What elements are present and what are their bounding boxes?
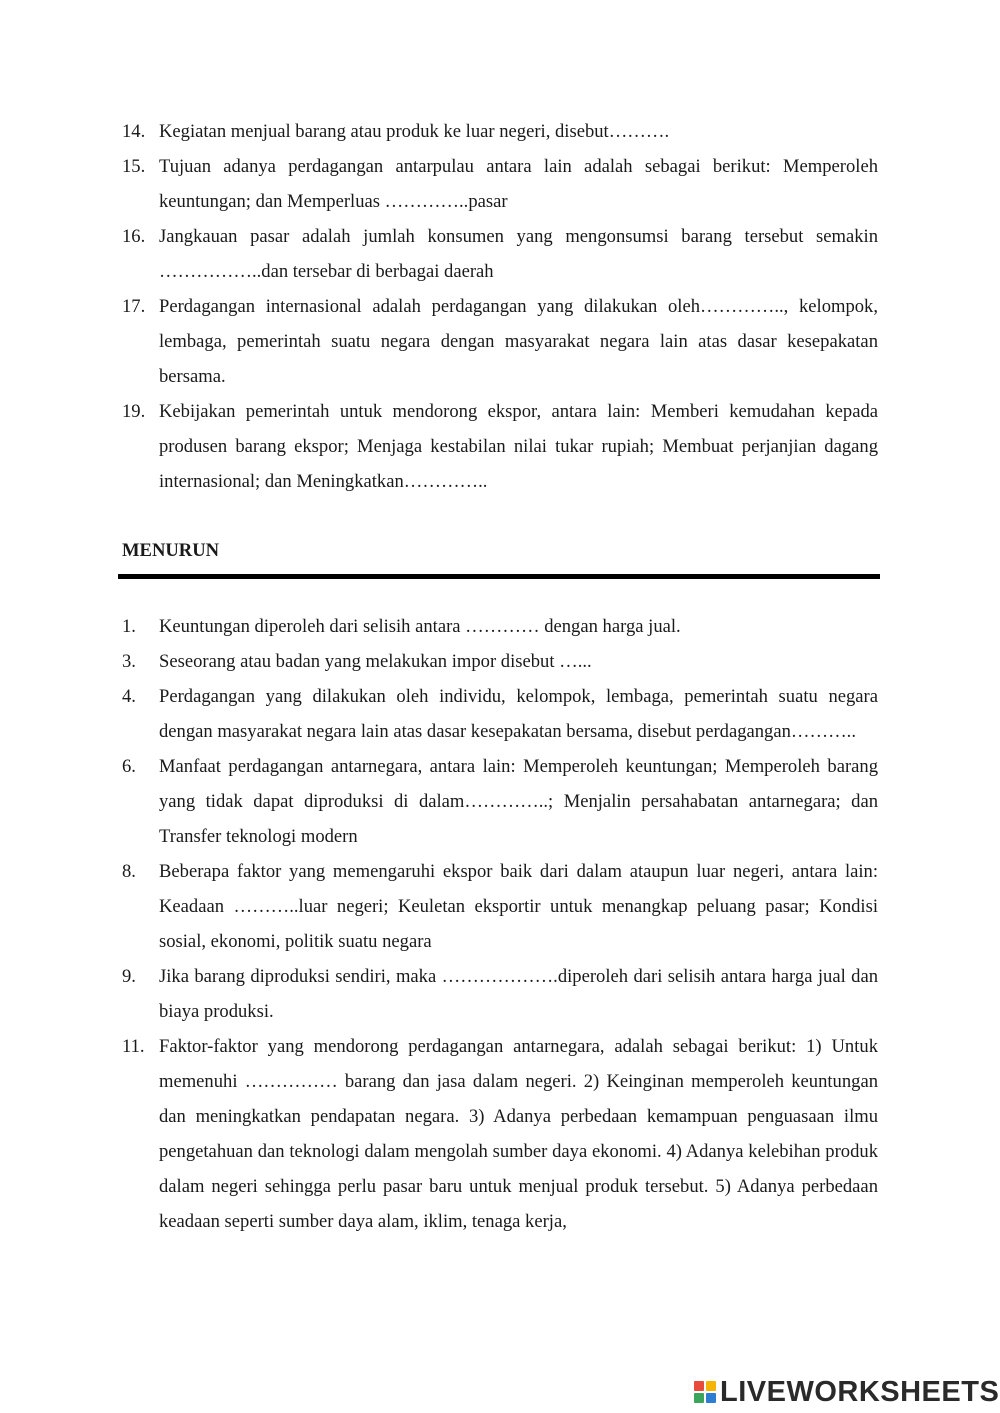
- section-divider: [118, 574, 880, 579]
- question-item: [0, 854, 1000, 959]
- question-text: Faktor-faktor yang mendorong perdagangan antarnegara, adalah sebagai berikut: 1) Untuk memenuhi …………… barang dan jasa dalam negeri. 2) Keinginan memperoleh keuntungan dan meningkatkan pendapatan negara. 3) Adanya perbedaan kemampuan penguasaan ilmu pengetahuan dan teknologi dalam mengolah sumber daya ekonomi. 4) Adanya kelebihan produk dalam negeri sehingga perlu pasar baru untuk menjual produk tersebut. 5) Adanya perbedaan keadaan seperti sumber daya alam, iklim, tenaga kerja,: [159, 1036, 878, 1232]
- question-number: 4.: [122, 686, 136, 707]
- question-item: [0, 679, 1000, 749]
- question-number: 19.: [122, 401, 146, 422]
- question-text: Kebijakan pemerintah untuk mendorong ekspor, antara lain: Memberi kemudahan kepada produsen barang ekspor; Menjaga kestabilan nilai tukar rupiah; Membuat perjanjian dagang internasional; dan Meningkatkan…………..: [159, 401, 878, 492]
- question-number: 11.: [122, 1036, 145, 1057]
- liveworksheets-logo-icon: [694, 1381, 716, 1403]
- question-item: [0, 114, 1000, 149]
- question-number: 6.: [122, 756, 136, 777]
- question-text: Keuntungan diperoleh dari selisih antara ………… dengan harga jual.: [159, 616, 681, 637]
- question-number: 1.: [122, 616, 136, 637]
- question-item: [0, 609, 1000, 644]
- brand-name: LIVEWORKSHEETS: [720, 1375, 1000, 1408]
- question-text: Beberapa faktor yang memengaruhi ekspor baik dari dalam ataupun luar negeri, antara lain: Keadaan ………..luar negeri; Keuletan eksportir untuk menangkap peluang pasar; Kondisi sosial, ekonomi, politik suatu negara: [159, 861, 878, 952]
- question-item: [0, 219, 1000, 289]
- question-item: [0, 394, 1000, 499]
- mendatar-question-list: [0, 114, 1000, 499]
- logo-square-blue: [706, 1393, 716, 1403]
- question-item: [0, 149, 1000, 219]
- question-item: [0, 749, 1000, 854]
- question-item: [0, 644, 1000, 679]
- logo-square-green: [694, 1393, 704, 1403]
- menurun-heading: MENURUN: [122, 540, 220, 561]
- question-item: [0, 1029, 1000, 1239]
- question-number: 16.: [122, 226, 146, 247]
- question-text: Seseorang atau badan yang melakukan impor disebut …...: [159, 651, 592, 672]
- question-text: Jangkauan pasar adalah jumlah konsumen yang mengonsumsi barang tersebut semakin ……………..dan tersebar di berbagai daerah: [159, 226, 878, 282]
- question-number: 17.: [122, 296, 146, 317]
- liveworksheets-logo-link[interactable]: [694, 1374, 999, 1410]
- question-text: Kegiatan menjual barang atau produk ke luar negeri, disebut……….: [159, 121, 670, 142]
- question-text: Perdagangan yang dilakukan oleh individu, kelompok, lembaga, pemerintah suatu negara dengan masyarakat negara lain atas dasar kesepakatan bersama, disebut perdagangan………..: [159, 686, 878, 742]
- menurun-question-list: [0, 609, 1000, 1239]
- logo-square-red: [694, 1381, 704, 1391]
- question-text: Manfaat perdagangan antarnegara, antara lain: Memperoleh keuntungan; Memperoleh barang yang tidak dapat diproduksi di dalam…………..; Menjalin persahabatan antarnegara; dan Transfer teknologi modern: [159, 756, 878, 847]
- logo-square-yellow: [706, 1381, 716, 1391]
- question-number: 3.: [122, 651, 136, 672]
- question-item: [0, 959, 1000, 1029]
- question-number: 8.: [122, 861, 136, 882]
- question-number: 15.: [122, 156, 146, 177]
- question-number: 9.: [122, 966, 136, 987]
- question-text: Jika barang diproduksi sendiri, maka ……………….diperoleh dari selisih antara harga jual dan biaya produksi.: [159, 966, 878, 1022]
- question-text: Perdagangan internasional adalah perdagangan yang dilakukan oleh………….., kelompok, lembaga, pemerintah suatu negara dengan masyarakat negara lain atas dasar kesepakatan bersama.: [159, 296, 878, 387]
- question-number: 14.: [122, 121, 146, 142]
- question-text: Tujuan adanya perdagangan antarpulau antara lain adalah sebagai berikut: Memperoleh keuntungan; dan Memperluas …………..pasar: [159, 156, 878, 212]
- question-item: [0, 289, 1000, 394]
